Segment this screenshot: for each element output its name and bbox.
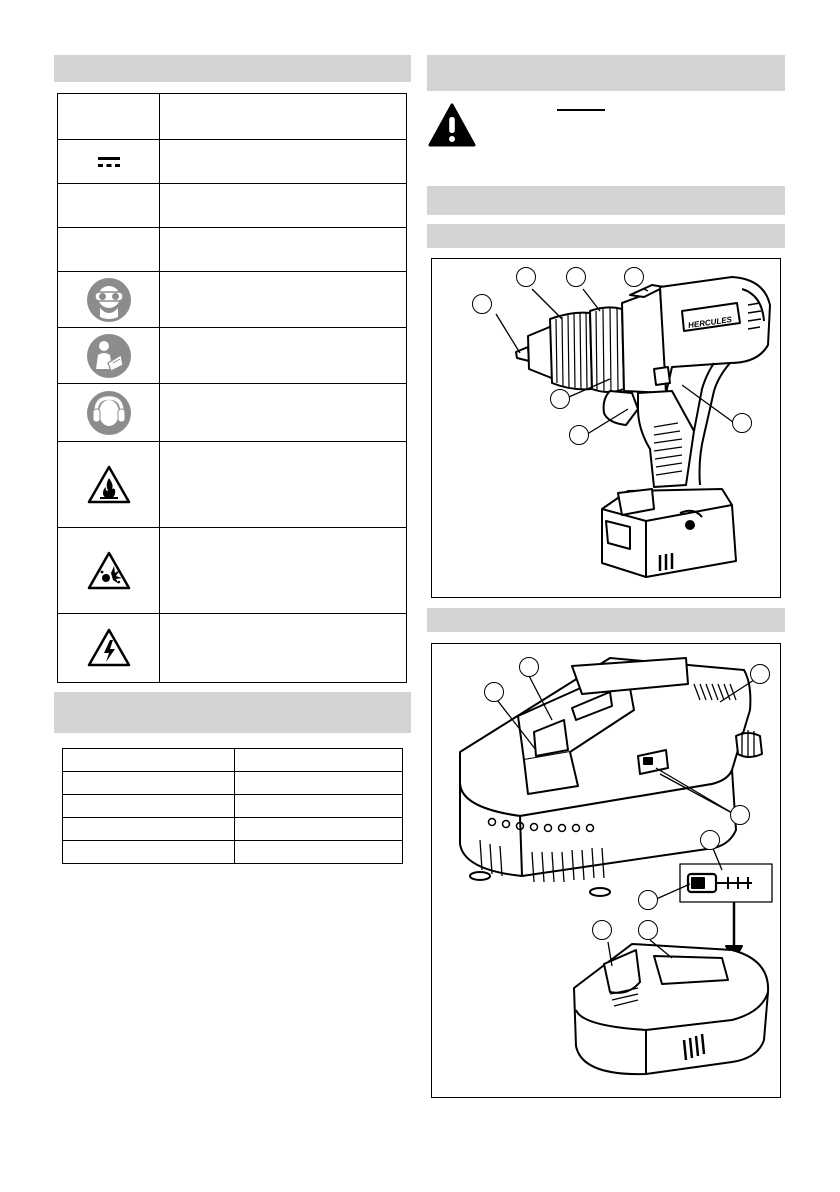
drill-callout-collar [516,267,536,287]
drill-figure-frame [431,258,781,598]
symbols-header-bar [54,55,411,82]
symbol-row [58,328,406,384]
symbol-cell [58,528,160,613]
spec-value [235,749,403,772]
symbol-cell [58,384,160,441]
charger-callout-led [730,805,750,825]
specifications-table [62,748,403,864]
components-header-bar [427,186,785,215]
charger-figure-frame [431,643,781,1098]
warning-triangle-icon [427,102,477,148]
charger-header-bar [427,608,785,632]
drill-brand-mark: HERCULES [687,314,733,331]
spec-row [63,749,403,772]
spec-label [63,772,235,795]
drill-header-bar [427,224,785,248]
read-manual-icon [86,333,132,379]
spec-label [63,818,235,841]
symbols-table [57,93,407,683]
drill-callout-speed [624,267,644,287]
drill-callout-trigger [569,425,589,445]
spec-row [63,772,403,795]
drill-callout-handle [732,413,752,433]
drill-callout-light [550,389,570,409]
drill-callout-chuck [472,294,492,314]
charger-callout-release [519,657,539,677]
drill-callout-torque [566,267,586,287]
specifications-header-bar [54,692,411,733]
symbol-row [58,228,406,272]
symbol-cell-blank [58,228,160,271]
spec-row [63,841,403,864]
symbol-row [58,614,406,682]
spec-label [63,841,235,864]
charger-callout-battery-contacts [638,920,658,940]
symbol-cell [58,140,160,183]
charger-illustration [432,644,779,1096]
symbol-row [58,528,406,614]
symbol-row [58,272,406,328]
eye-protection-icon [86,277,132,323]
spec-row [63,795,403,818]
direct-current-icon [94,155,124,169]
flammable-warning-icon [86,464,132,506]
spec-value [235,772,403,795]
symbol-cell [58,272,160,327]
signal-word-underline [557,109,605,111]
spec-value [235,818,403,841]
spec-label [63,749,235,772]
charger-callout-battery-latch [592,920,612,940]
symbol-row [58,140,406,184]
spec-row [63,818,403,841]
charger-callout-indicator [700,830,720,850]
symbol-cell-blank [58,184,160,227]
charger-callout-battery-slot [484,682,504,702]
spec-value [235,795,403,818]
symbol-cell [58,614,160,682]
symbol-cell-blank [58,94,160,139]
ear-protection-icon [86,390,132,436]
spec-value [235,841,403,864]
symbol-row [58,94,406,140]
charger-callout-vents [750,664,770,684]
warning-header-bar [427,55,785,91]
electric-shock-warning-icon [86,627,132,669]
symbol-cell [58,442,160,527]
symbol-row [58,384,406,442]
explosive-warning-icon [86,550,132,592]
charger-callout-battery-icon [638,890,658,910]
symbol-row [58,184,406,228]
symbol-cell [58,328,160,383]
spec-label [63,795,235,818]
symbol-row [58,442,406,528]
